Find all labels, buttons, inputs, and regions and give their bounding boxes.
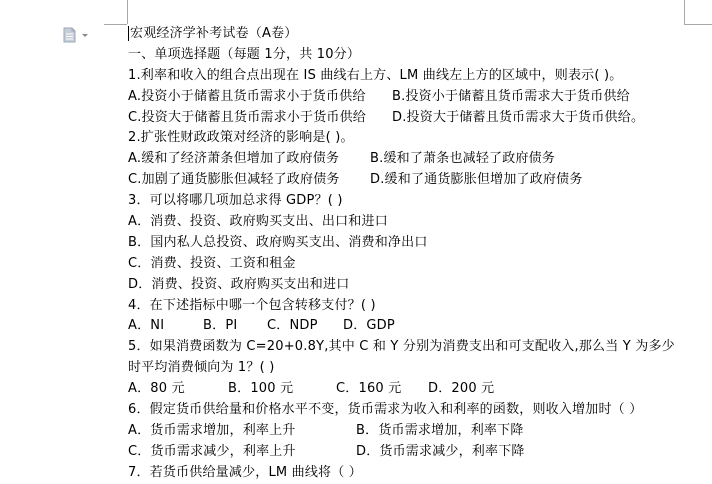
document-title-line — [128, 24, 712, 45]
question-line: 6．假定货币供给量和价格水平不变，货币需求为收入和利率的函数，则收入增加时（ ） — [128, 402, 643, 418]
option-d: D．GDP — [343, 318, 395, 334]
text-cursor — [128, 26, 129, 41]
question-line: 7．若货币供给量减少，LM 曲线将（ ） — [128, 464, 362, 480]
question-line: 4．在下述指标中哪一个包含转移支付？( ) — [128, 297, 376, 313]
option-row — [128, 87, 712, 108]
option-c: C．160 元 — [336, 381, 402, 397]
option-row — [128, 379, 712, 400]
option-row — [128, 149, 712, 170]
section-heading: 一、单项选择题（每题 1分，共 10分） — [128, 46, 361, 62]
option-row — [128, 170, 712, 191]
option-row — [128, 421, 712, 442]
option-a: A．NI — [128, 318, 165, 334]
option-d: D．货币需求减少，利率下降 — [356, 443, 525, 459]
question-line: 2.扩张性财政政策对经济的影响是( )。 — [128, 130, 354, 146]
crop-mark-top-right-vertical — [684, 0, 685, 24]
option-line: C．消费、投资、工资和租金 — [128, 255, 296, 271]
option-line: D．消费、投资、政府购买支出和进口 — [128, 276, 350, 292]
option-b: B．PI — [203, 318, 238, 334]
crop-mark-top-left-vertical — [127, 0, 128, 24]
option-c: C.加剧了通货膨胀但减轻了政府债务 — [128, 172, 340, 188]
option-line: A．消费、投资、政府购买支出、出口和进口 — [128, 214, 388, 230]
option-row — [128, 442, 712, 463]
option-b: B．100 元 — [228, 381, 294, 397]
option-b: B．货币需求增加，利率下降 — [356, 422, 524, 438]
document-dropdown-icon[interactable] — [62, 27, 92, 43]
option-d: D.缓和了通货膨胀但增加了政府债务 — [370, 172, 583, 188]
question-line: 1.利率和收入的组合点出现在 IS 曲线右上方、LM 曲线左上方的区域中，则表示( )。 — [128, 67, 623, 83]
option-d: D.投资大于储蓄且货币需求大于货币供给。 — [392, 109, 645, 125]
document-title: 宏观经济学补考试卷（A卷） — [130, 26, 298, 41]
question-line: 5．如果消费函数为 C=20+0.8Y,其中 C 和 Y 分别为消费支出和可支配收入,那么当 Y 为多少 — [128, 339, 675, 355]
option-c: C．NDP — [267, 318, 318, 334]
option-line: B．国内私人总投资、政府购买支出、消费和净出口 — [128, 234, 428, 250]
option-a: A.缓和了经济萧条但增加了政府债务 — [128, 151, 340, 167]
document-body[interactable] — [128, 24, 712, 484]
option-a: A.投资小于储蓄且货币需求小于货币供给 — [128, 88, 366, 104]
option-c: C．货币需求减少，利率上升 — [128, 443, 296, 459]
question-line-continued: 时平均消费倾向为 1？( ) — [128, 360, 275, 376]
option-b: B.投资小于储蓄且货币需求大于货币供给 — [392, 88, 630, 104]
option-d: D．200 元 — [428, 381, 495, 397]
option-a: A．80 元 — [128, 381, 185, 397]
crop-mark-top-left-horizontal — [104, 24, 127, 25]
option-row — [128, 316, 712, 337]
question-line: 3．可以将哪几项加总求得 GDP？( ) — [128, 193, 343, 209]
option-b: B.缓和了萧条也减轻了政府债务 — [370, 151, 556, 167]
option-c: C.投资大于储蓄且货币需求小于货币供给 — [128, 109, 367, 125]
option-a: A．货币需求增加，利率上升 — [128, 422, 296, 438]
option-row — [128, 108, 712, 129]
